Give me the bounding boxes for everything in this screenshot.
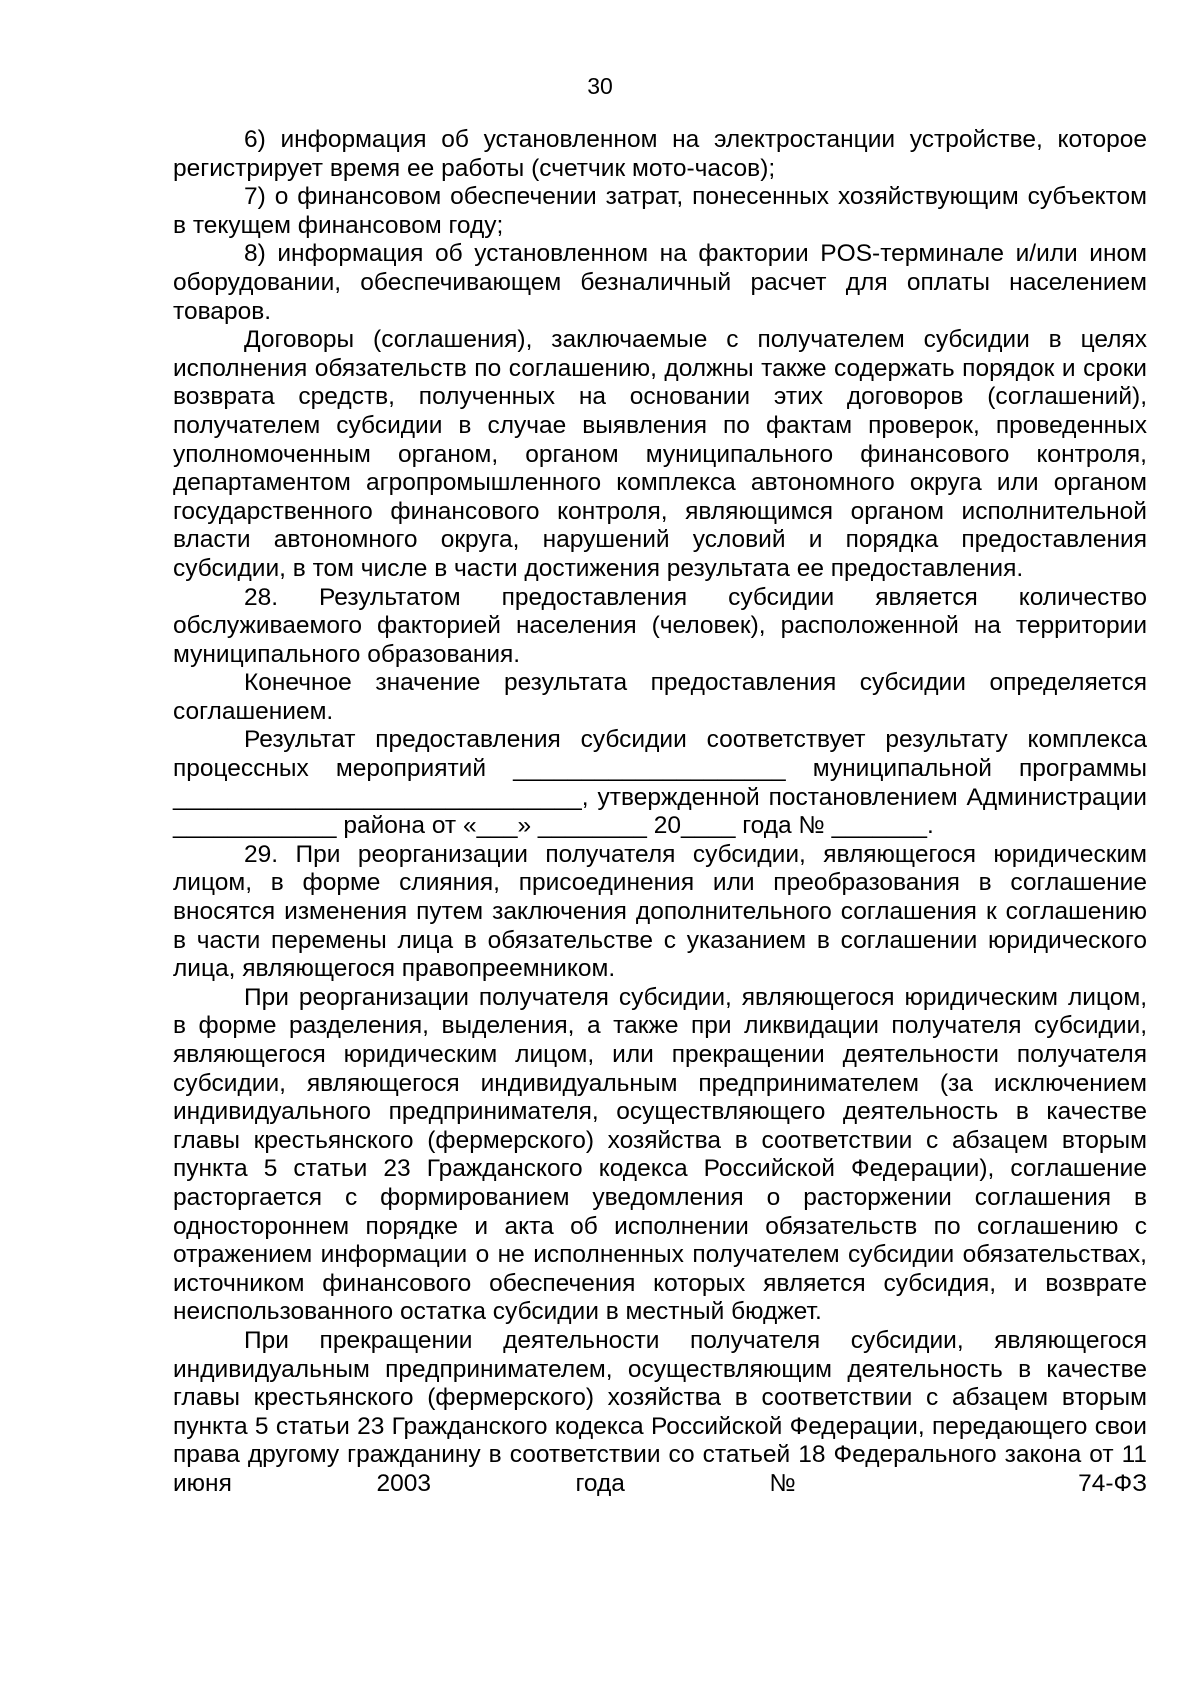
paragraph-item-8: 8) информация об установленном на фактории POS-терминале и/или ином оборудовании, обеспечивающем безналичный расчет для оплаты населением товаров. bbox=[173, 240, 1147, 325]
paragraph-28: 28. Результатом предоставления субсидии является количество обслуживаемого факторией населения (человек), расположенной на территории муниципального образования. bbox=[173, 583, 1147, 668]
paragraph-termination: При прекращении деятельности получателя субсидии, являющегося индивидуальным предпринимателем, осуществляющим деятельность в качестве главы крестьянского (фермерского) хозяйства в соответствии с абзацем вторым пункта 5 статьи 23 Гражданского кодекса Российской Федерации, передающего свои права другому гражданину в соответствии со статьей 18 Федерального закона от 11 июня 2003 года № 74-ФЗ bbox=[173, 1326, 1147, 1497]
paragraph-result-program: Результат предоставления субсидии соответствует результату комплекса процессных мероприятий ____________________ муниципальной программы ______________________________, утвержденной постановлением Администрации ____________ района от «___» ________ 20____ года № _______. bbox=[173, 726, 1147, 840]
document-body bbox=[173, 126, 1147, 1499]
paragraph-item-7: 7) о финансовом обеспечении затрат, понесенных хозяйствующим субъектом в текущем финансовом году; bbox=[173, 183, 1147, 239]
paragraph-item-6: 6) информация об установленном на электростанции устройстве, которое регистрирует время ее работы (счетчик мото-часов); bbox=[173, 126, 1147, 182]
page-number: 30 bbox=[587, 73, 613, 99]
paragraph-final-value: Конечное значение результата предоставления субсидии определяется соглашением. bbox=[173, 669, 1147, 725]
paragraph-reorganization: При реорганизации получателя субсидии, являющегося юридическим лицом, в форме разделения, выделения, а также при ликвидации получателя субсидии, являющегося юридическим лицом, или прекращении деятельности получателя субсидии, являющегося индивидуальным предпринимателем (за исключением индивидуального предпринимателя, осуществляющего деятельность в качестве главы крестьянского (фермерского) хозяйства в соответствии с абзацем вторым пункта 5 статьи 23 Гражданского кодекса Российской Федерации), соглашение расторгается с формированием уведомления о расторжении соглашения в одностороннем порядке и акта об исполнении обязательств по соглашению с отражением информации о не исполненных получателем субсидии обязательствах, источником финансового обеспечения которых является субсидия, и возврате неиспользованного остатка субсидии в местный бюджет. bbox=[173, 983, 1147, 1326]
paragraph-contracts: Договоры (соглашения), заключаемые с получателем субсидии в целях исполнения обязательств по соглашению, должны также содержать порядок и сроки возврата средств, полученных на основании этих договоров (соглашений), получателем субсидии в случае выявления по фактам проверок, проведенных уполномоченным органом, органом муниципального финансового контроля, департаментом агропромышленного комплекса автономного округа или органом государственного финансового контроля, являющимся органом исполнительной власти автономного округа, нарушений условий и порядка предоставления субсидии, в том числе в части достижения результата ее предоставления. bbox=[173, 326, 1147, 582]
paragraph-29: 29. При реорганизации получателя субсидии, являющегося юридическим лицом, в форме слияния, присоединения или преобразования в соглашение вносятся изменения путем заключения дополнительного соглашения к соглашению в части перемены лица в обязательстве с указанием в соглашении юридического лица, являющегося правопреемником. bbox=[173, 840, 1147, 983]
